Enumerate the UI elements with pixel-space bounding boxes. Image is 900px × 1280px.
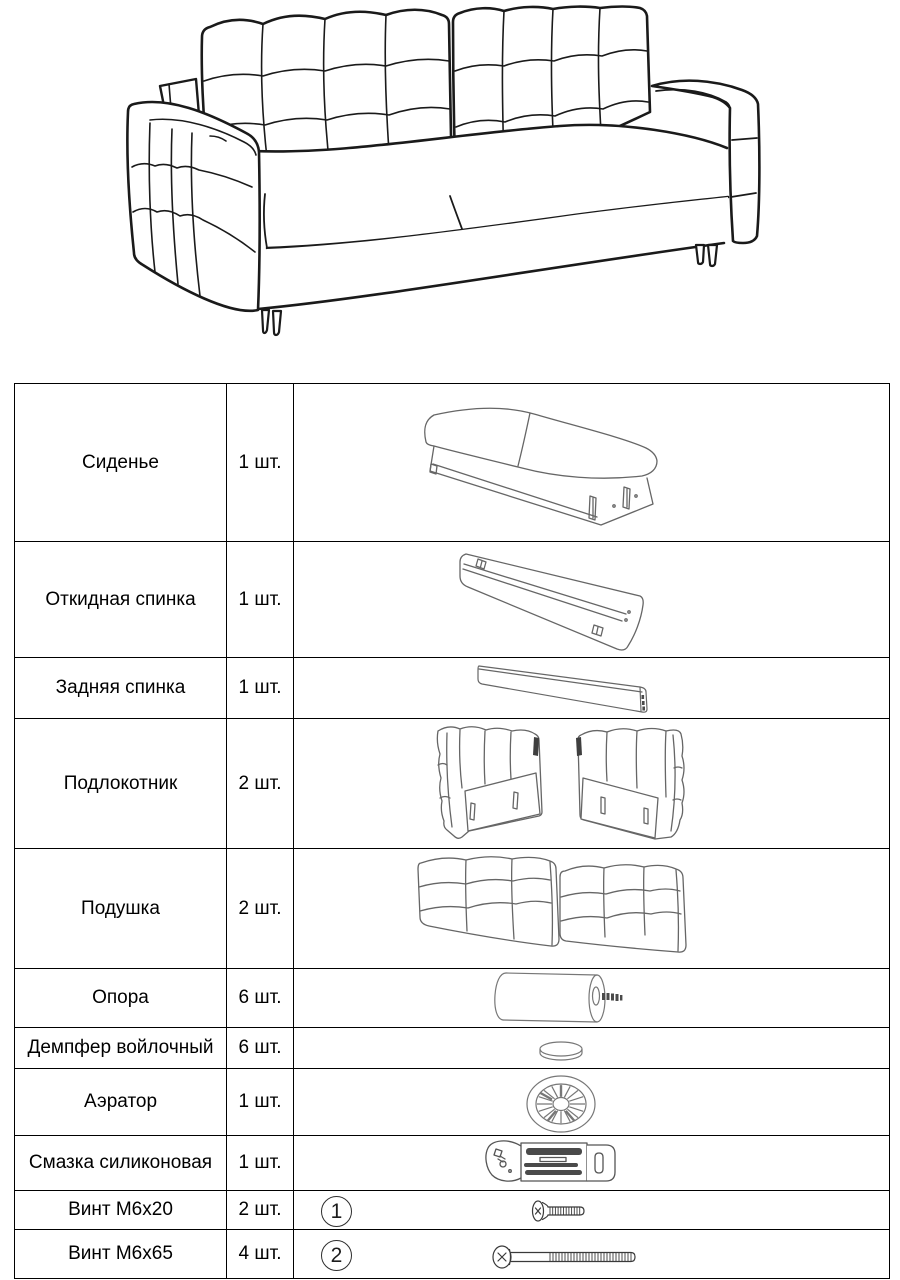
part-qty [227, 384, 294, 542]
sofa-figure [113, 5, 763, 350]
felt-damper-disc-icon [294, 1028, 889, 1068]
part-name [15, 1028, 227, 1069]
part-name [15, 1069, 227, 1136]
part-qty-label: 2 шт. [238, 897, 282, 919]
part-qty [227, 658, 294, 719]
screw-m6x65-icon [294, 1230, 889, 1278]
part-qty-label: 2 шт. [238, 1199, 282, 1220]
part-name-label: Подушка [81, 897, 160, 919]
part-qty [227, 849, 294, 969]
parts-table [14, 383, 890, 1279]
part-name-label: Подлокотник [63, 772, 178, 794]
part-figure-cell [294, 542, 890, 658]
table-row [15, 1028, 890, 1069]
part-figure-cell [294, 1136, 890, 1191]
part-name [15, 1230, 227, 1279]
part-name-label: Аэратор [83, 1091, 158, 1112]
part-name-label: Опора [92, 987, 149, 1008]
part-qty-label: 1 шт. [238, 1152, 282, 1173]
part-name-label: Откидная спинка [45, 588, 196, 610]
part-name [15, 658, 227, 719]
part-qty [227, 1191, 294, 1230]
seat-assembly-icon [294, 384, 889, 541]
part-figure-cell [294, 719, 890, 849]
part-name [15, 849, 227, 969]
part-name [15, 719, 227, 849]
part-qty [227, 969, 294, 1028]
part-name-label: Демпфер войлочный [27, 1037, 214, 1058]
part-figure-cell [294, 1028, 890, 1069]
part-figure-cell [294, 384, 890, 542]
callout-number-2: 2 [321, 1240, 352, 1271]
table-row [15, 384, 890, 542]
table-row [15, 1069, 890, 1136]
part-qty [227, 1069, 294, 1136]
table-row [15, 658, 890, 719]
part-name [15, 1136, 227, 1191]
callout-number-1: 1 [321, 1196, 352, 1227]
part-qty [227, 1230, 294, 1279]
table-row [15, 1136, 890, 1191]
part-figure-cell [294, 849, 890, 969]
part-figure-cell [294, 1069, 890, 1136]
table-row [15, 542, 890, 658]
part-name [15, 969, 227, 1028]
part-name [15, 1191, 227, 1230]
part-name [15, 384, 227, 542]
table-row [15, 1230, 890, 1279]
part-qty [227, 1028, 294, 1069]
screw-m6x20-icon [294, 1191, 889, 1229]
table-row [15, 969, 890, 1028]
silicone-grease-sachet-icon [294, 1136, 889, 1190]
part-qty-label: 1 шт. [238, 1091, 282, 1112]
part-figure-cell [294, 1191, 890, 1230]
table-row [15, 849, 890, 969]
part-qty-label: 2 шт. [238, 772, 282, 794]
back-cushion-pair-icon [294, 849, 889, 968]
part-name [15, 542, 227, 658]
sofa-line-drawing-icon [113, 5, 763, 350]
part-figure-cell [294, 1230, 890, 1279]
folding-backrest-icon [294, 542, 889, 657]
cylindrical-leg-icon [294, 969, 889, 1027]
part-qty-label: 1 шт. [238, 588, 282, 610]
part-name-label: Винт М6х65 [68, 1243, 173, 1264]
part-name-label: Смазка силиконовая [28, 1152, 213, 1173]
part-qty-label: 6 шт. [238, 1037, 282, 1058]
part-figure-cell [294, 658, 890, 719]
part-qty-label: 6 шт. [238, 987, 282, 1008]
part-name-label: Сиденье [82, 451, 159, 473]
part-name-label: Задняя спинка [55, 677, 186, 698]
aerator-vent-icon [294, 1069, 889, 1135]
part-qty-label: 1 шт. [238, 451, 282, 473]
part-qty-label: 4 шт. [238, 1243, 282, 1264]
table-row [15, 719, 890, 849]
rear-back-panel-icon [294, 658, 889, 718]
part-qty [227, 719, 294, 849]
table-row [15, 1191, 890, 1230]
armrest-pair-icon [294, 719, 889, 848]
part-qty [227, 1136, 294, 1191]
part-figure-cell [294, 969, 890, 1028]
part-qty-label: 1 шт. [238, 677, 282, 698]
part-qty [227, 542, 294, 658]
part-name-label: Винт М6х20 [68, 1199, 173, 1220]
